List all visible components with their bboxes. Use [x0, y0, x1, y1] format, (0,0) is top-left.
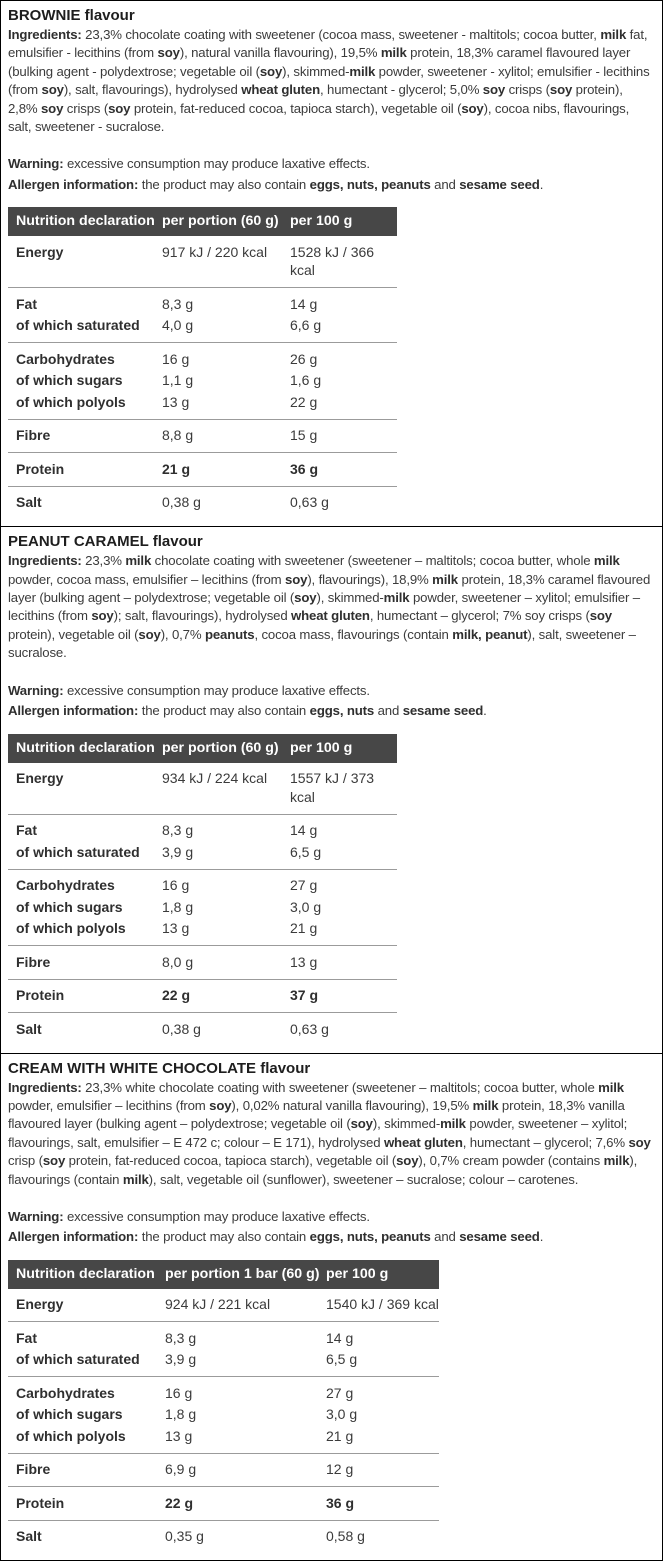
table-row — [8, 1459, 439, 1481]
table-row — [8, 370, 397, 392]
table-row — [8, 293, 397, 315]
row-value-portion: 3,9 g — [165, 1350, 326, 1369]
row-value-per100g: 14 g — [290, 295, 397, 314]
row-value-portion: 917 kJ / 220 kcal — [162, 243, 290, 280]
header-cell-nutrition-declaration: Nutrition declaration — [16, 213, 162, 230]
header-cell-nutrition-declaration: Nutrition declaration — [16, 1266, 165, 1283]
row-label: Salt — [16, 1020, 162, 1039]
row-value-portion: 0,38 g — [162, 493, 290, 512]
table-row — [8, 241, 397, 281]
row-value-portion: 8,3 g — [162, 295, 290, 314]
table-group — [8, 486, 397, 520]
table-group — [8, 1376, 439, 1453]
row-value-portion: 13 g — [162, 919, 290, 938]
row-value-portion: 22 g — [162, 986, 290, 1005]
table-row — [8, 768, 397, 808]
flavour-title: PEANUT CARAMEL flavour — [8, 532, 655, 551]
row-value-per100g: 1557 kJ / 373 kcal — [290, 769, 397, 806]
row-label: of which saturated — [16, 843, 162, 862]
row-label: of which sugars — [16, 898, 162, 917]
row-value-per100g: 22 g — [290, 393, 397, 412]
table-row — [8, 896, 397, 918]
table-row — [8, 1526, 439, 1548]
table-group — [8, 869, 397, 946]
row-value-portion: 13 g — [165, 1427, 326, 1446]
row-value-per100g: 3,0 g — [290, 898, 397, 917]
ingredients-paragraph: Ingredients: 23,3% white chocolate coating with sweetener (sweetener – maltitols; cocoa butter, whole milk powder, emulsifier – lecithins (from soy), 0,02% natural vanilla flavouring), 19,5% milk protein, 18,3% vanilla flavoured layer (bulking agent – polydextrose; vegetable oil (soy), skimmed-milk powder, sweetener – xylitol; flavourings, salt, emulsifier – E 472 c; colour – E 171), hydrolysed wheat gluten, humectant – glycerol; 7,6% soy crisp (soy protein, fat-reduced cocoa, tapioca starch), vegetable oil (soy), 0,7% cream powder (contains milk), flavourings (contain milk), salt, vegetable oil (sunflower), sweetener – sucralose; colour – carotenes. — [8, 1079, 655, 1189]
table-row — [8, 1404, 439, 1426]
table-row — [8, 1327, 439, 1349]
table-row — [8, 820, 397, 842]
row-value-per100g: 21 g — [326, 1427, 439, 1446]
row-label: Fat — [16, 821, 162, 840]
row-label: Energy — [16, 1295, 165, 1314]
header-cell-per-100g: per 100 g — [290, 213, 397, 230]
table-group — [8, 452, 397, 486]
row-label: of which polyols — [16, 919, 162, 938]
row-label: of which polyols — [16, 393, 162, 412]
flavour-section-cream-white-chocolate — [0, 1053, 663, 1561]
flavour-title: CREAM WITH WHITE CHOCOLATE flavour — [8, 1059, 655, 1078]
nutrition-table-header — [8, 207, 397, 236]
header-cell-nutrition-declaration: Nutrition declaration — [16, 740, 162, 757]
allergen-paragraph: Allergen information: the product may also contain eggs, nuts and sesame seed. — [8, 702, 655, 720]
nutrition-table-body — [8, 236, 397, 519]
row-label: Fat — [16, 1329, 165, 1348]
header-cell-per-portion: per portion (60 g) — [162, 213, 290, 230]
allergen-paragraph: Allergen information: the product may also contain eggs, nuts, peanuts and sesame seed. — [8, 176, 655, 194]
header-cell-per-portion: per portion 1 bar (60 g) — [165, 1266, 326, 1283]
row-value-per100g: 21 g — [290, 919, 397, 938]
row-value-per100g: 27 g — [326, 1384, 439, 1403]
row-label: Fibre — [16, 953, 162, 972]
row-value-per100g: 14 g — [290, 821, 397, 840]
row-value-portion: 8,8 g — [162, 426, 290, 445]
row-value-per100g: 0,63 g — [290, 1020, 397, 1039]
table-group — [8, 1520, 439, 1554]
allergen-paragraph: Allergen information: the product may also contain eggs, nuts, peanuts and sesame seed. — [8, 1228, 655, 1246]
row-label: Carbohydrates — [16, 1384, 165, 1403]
table-row — [8, 875, 397, 897]
table-group — [8, 763, 397, 814]
row-label: Fat — [16, 295, 162, 314]
table-row — [8, 1492, 439, 1514]
row-value-portion: 0,35 g — [165, 1527, 326, 1546]
row-label: Protein — [16, 460, 162, 479]
row-label: Protein — [16, 986, 162, 1005]
table-row — [8, 918, 397, 940]
row-label: of which saturated — [16, 316, 162, 335]
row-label: Salt — [16, 1527, 165, 1546]
row-value-per100g: 3,0 g — [326, 1405, 439, 1424]
row-label: of which polyols — [16, 1427, 165, 1446]
row-value-portion: 8,3 g — [165, 1329, 326, 1348]
nutrition-table — [8, 1260, 439, 1554]
row-value-portion: 3,9 g — [162, 843, 290, 862]
row-label: of which sugars — [16, 1405, 165, 1424]
row-value-portion: 13 g — [162, 393, 290, 412]
table-row — [8, 492, 397, 514]
row-value-portion: 16 g — [165, 1384, 326, 1403]
row-value-per100g: 15 g — [290, 426, 397, 445]
table-row — [8, 458, 397, 480]
ingredients-paragraph: Ingredients: 23,3% chocolate coating with sweetener (cocoa mass, sweetener - maltitols; cocoa butter, milk fat, emulsifier - lecithins (from soy), natural vanilla flavouring), 19,5% milk protein, 18,3% caramel flavoured layer (bulking agent - polydextrose; vegetable oil (soy), skimmed-milk powder, sweetener - xylitol; emulsifier - lecithins (from soy), salt, flavourings), hydrolysed wheat gluten, humectant - glycerol; 5,0% soy crisps (soy protein), 2,8% soy crisps (soy protein, fat-reduced cocoa, tapioca starch), vegetable oil (soy), cocoa nibs, flavourings, salt, sweetener - sucralose. — [8, 26, 655, 136]
row-value-per100g: 36 g — [290, 460, 397, 479]
header-cell-per-portion: per portion (60 g) — [162, 740, 290, 757]
row-label: Fibre — [16, 426, 162, 445]
row-value-per100g: 36 g — [326, 1494, 439, 1513]
table-group — [8, 342, 397, 419]
row-label: Salt — [16, 493, 162, 512]
row-value-per100g: 1540 kJ / 369 kcal — [326, 1295, 439, 1314]
nutrition-table-header — [8, 1260, 439, 1289]
table-row — [8, 951, 397, 973]
row-value-per100g: 1,6 g — [290, 371, 397, 390]
row-label: of which sugars — [16, 371, 162, 390]
table-row — [8, 1349, 439, 1371]
row-label: of which saturated — [16, 1350, 165, 1369]
row-value-portion: 934 kJ / 224 kcal — [162, 769, 290, 806]
table-group — [8, 419, 397, 453]
row-value-per100g: 14 g — [326, 1329, 439, 1348]
flavour-title: BROWNIE flavour — [8, 6, 655, 25]
row-value-portion: 1,1 g — [162, 371, 290, 390]
table-group — [8, 236, 397, 287]
table-group — [8, 814, 397, 869]
row-value-per100g: 0,63 g — [290, 493, 397, 512]
table-group — [8, 1453, 439, 1487]
table-row — [8, 1382, 439, 1404]
row-value-portion: 6,9 g — [165, 1460, 326, 1479]
row-value-portion: 1,8 g — [162, 898, 290, 917]
table-row — [8, 1294, 439, 1316]
warning-paragraph: Warning: excessive consumption may produce laxative effects. — [8, 1208, 655, 1226]
table-group — [8, 1486, 439, 1520]
row-value-per100g: 0,58 g — [326, 1527, 439, 1546]
row-value-portion: 4,0 g — [162, 316, 290, 335]
row-value-per100g: 12 g — [326, 1460, 439, 1479]
row-value-portion: 8,0 g — [162, 953, 290, 972]
warning-paragraph: Warning: excessive consumption may produce laxative effects. — [8, 682, 655, 700]
table-row — [8, 1425, 439, 1447]
table-group — [8, 1321, 439, 1376]
flavour-section-brownie — [0, 0, 663, 527]
flavour-section-peanut-caramel — [0, 526, 663, 1053]
row-value-per100g: 37 g — [290, 986, 397, 1005]
row-value-per100g: 6,5 g — [326, 1350, 439, 1369]
row-value-per100g: 6,5 g — [290, 843, 397, 862]
table-row — [8, 985, 397, 1007]
row-label: Fibre — [16, 1460, 165, 1479]
header-cell-per-100g: per 100 g — [326, 1266, 439, 1283]
nutrition-table — [8, 207, 397, 519]
row-value-per100g: 26 g — [290, 350, 397, 369]
table-group — [8, 1289, 439, 1322]
table-row — [8, 391, 397, 413]
table-row — [8, 425, 397, 447]
table-row — [8, 1018, 397, 1040]
nutrition-table-body — [8, 763, 397, 1046]
row-label: Carbohydrates — [16, 350, 162, 369]
row-label: Protein — [16, 1494, 165, 1513]
table-group — [8, 287, 397, 342]
row-label: Carbohydrates — [16, 876, 162, 895]
row-value-portion: 21 g — [162, 460, 290, 479]
row-value-per100g: 13 g — [290, 953, 397, 972]
header-cell-per-100g: per 100 g — [290, 740, 397, 757]
row-value-portion: 22 g — [165, 1494, 326, 1513]
row-value-portion: 16 g — [162, 350, 290, 369]
table-row — [8, 841, 397, 863]
table-row — [8, 348, 397, 370]
warning-paragraph: Warning: excessive consumption may produce laxative effects. — [8, 155, 655, 173]
row-value-per100g: 6,6 g — [290, 316, 397, 335]
table-group — [8, 945, 397, 979]
nutrition-table-body — [8, 1289, 439, 1554]
table-row — [8, 315, 397, 337]
table-group — [8, 1012, 397, 1046]
row-value-portion: 0,38 g — [162, 1020, 290, 1039]
nutrition-table-header — [8, 734, 397, 763]
table-group — [8, 979, 397, 1013]
row-value-portion: 924 kJ / 221 kcal — [165, 1295, 326, 1314]
row-value-portion: 8,3 g — [162, 821, 290, 840]
nutrition-table — [8, 734, 397, 1046]
row-value-per100g: 1528 kJ / 366 kcal — [290, 243, 397, 280]
row-label: Energy — [16, 769, 162, 806]
row-label: Energy — [16, 243, 162, 280]
row-value-per100g: 27 g — [290, 876, 397, 895]
row-value-portion: 16 g — [162, 876, 290, 895]
ingredients-paragraph: Ingredients: 23,3% milk chocolate coating with sweetener (sweetener – maltitols; cocoa butter, whole milk powder, cocoa mass, emulsifier – lecithins (from soy), flavourings), 18,9% milk protein, 18,3% caramel flavoured layer (bulking agent – polydextrose; vegetable oil (soy), skimmed-milk powder, sweetener – xylitol; emulsifier – lecithins (from soy); salt, flavourings), hydrolysed wheat gluten, humectant – glycerol; 7% soy crisps (soy protein), vegetable oil (soy), 0,7% peanuts, cocoa mass, flavourings (contain milk, peanut), salt, sweetener – sucralose. — [8, 552, 655, 662]
row-value-portion: 1,8 g — [165, 1405, 326, 1424]
